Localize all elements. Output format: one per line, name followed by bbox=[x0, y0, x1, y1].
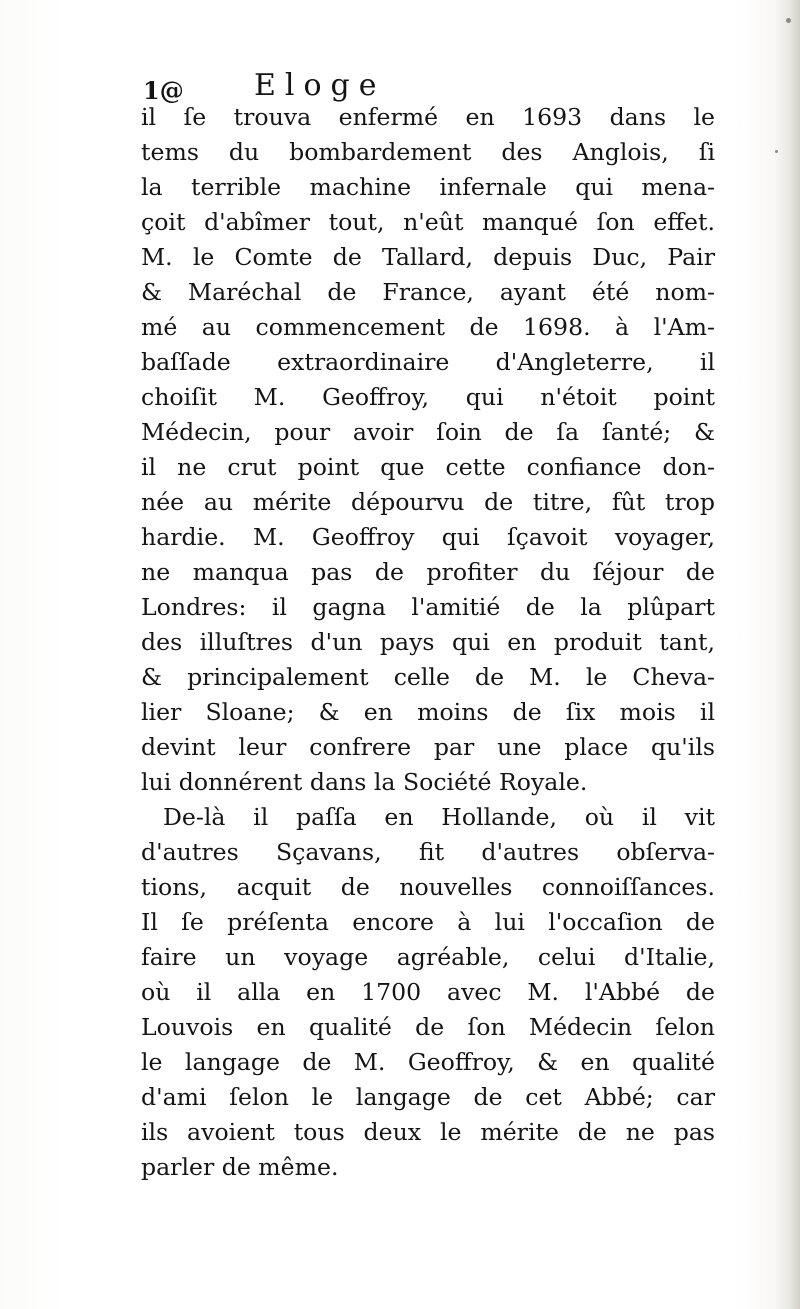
text-line: choiſit M. Geoffroy, qui n'étoit point bbox=[141, 383, 715, 411]
text-line: tions, acquit de nouvelles connoiſſances. bbox=[141, 873, 715, 901]
paragraph-1 bbox=[141, 100, 715, 800]
text-line: mé au commencement de 1698. à l'Am- bbox=[141, 313, 715, 341]
body-text bbox=[141, 100, 715, 1185]
text-line: baſſade extraordinaire d'Angleterre, il bbox=[141, 348, 715, 376]
text-line: tems du bombardement des Anglois, ſi bbox=[141, 138, 715, 166]
page-edge-shadow bbox=[774, 0, 800, 1309]
text-line: lier Sloane; & en moins de ſix mois il bbox=[141, 698, 715, 726]
text-line: ils avoient tous deux le mérite de ne pas bbox=[141, 1118, 715, 1146]
text-line: d'autres Sçavans, fit d'autres obſerva- bbox=[141, 838, 715, 866]
text-line: M. le Comte de Tallard, depuis Duc, Pair bbox=[141, 243, 715, 271]
text-line: des illuſtres d'un pays qui en produit tant, bbox=[141, 628, 715, 656]
text-line: Médecin, pour avoir ſoin de ſa ſanté; & bbox=[141, 418, 715, 446]
text-line: née au mérite dépourvu de titre, fût trop bbox=[141, 488, 715, 516]
text-line: Londres: il gagna l'amitié de la plûpart bbox=[141, 593, 715, 621]
text-line: il ſe trouva enfermé en 1693 dans le bbox=[141, 103, 715, 131]
paper-speck bbox=[786, 18, 791, 23]
text-line: hardie. M. Geoffroy qui ſçavoit voyager, bbox=[141, 523, 715, 551]
text-line: d'ami ſelon le langage de cet Abbé; car bbox=[141, 1083, 715, 1111]
text-line: lui donnérent dans la Société Royale. bbox=[141, 768, 588, 796]
text-line: faire un voyage agréable, celui d'Italie, bbox=[141, 943, 715, 971]
text-line: Il ſe préſenta encore à lui l'occaſion de bbox=[141, 908, 715, 936]
text-line: De-là il paſſa en Hollande, où il vit bbox=[163, 803, 715, 831]
paragraph-2 bbox=[141, 800, 715, 1185]
text-line: & Maréchal de France, ayant été nom- bbox=[141, 278, 715, 306]
text-line: où il alla en 1700 avec M. l'Abbé de bbox=[141, 978, 715, 1006]
text-line: & principalement celle de M. le Cheva- bbox=[141, 663, 715, 691]
text-line: il ne crut point que cette confiance don- bbox=[141, 453, 715, 481]
page-number: 1@ bbox=[143, 76, 184, 105]
text-line: le langage de M. Geoffroy, & en qualité bbox=[141, 1048, 715, 1076]
paper-speck bbox=[775, 150, 778, 153]
text-line: la terrible machine infernale qui mena- bbox=[141, 173, 715, 201]
text-line: parler de même. bbox=[141, 1153, 339, 1181]
running-title: Eloge bbox=[254, 68, 386, 103]
text-line: ne manqua pas de profiter du ſéjour de bbox=[141, 558, 715, 586]
text-line: Louvois en qualité de ſon Médecin ſelon bbox=[141, 1013, 715, 1041]
text-line: çoit d'abîmer tout, n'eût manqué ſon effet. bbox=[141, 208, 715, 236]
text-line: devint leur confrere par une place qu'ils bbox=[141, 733, 715, 761]
